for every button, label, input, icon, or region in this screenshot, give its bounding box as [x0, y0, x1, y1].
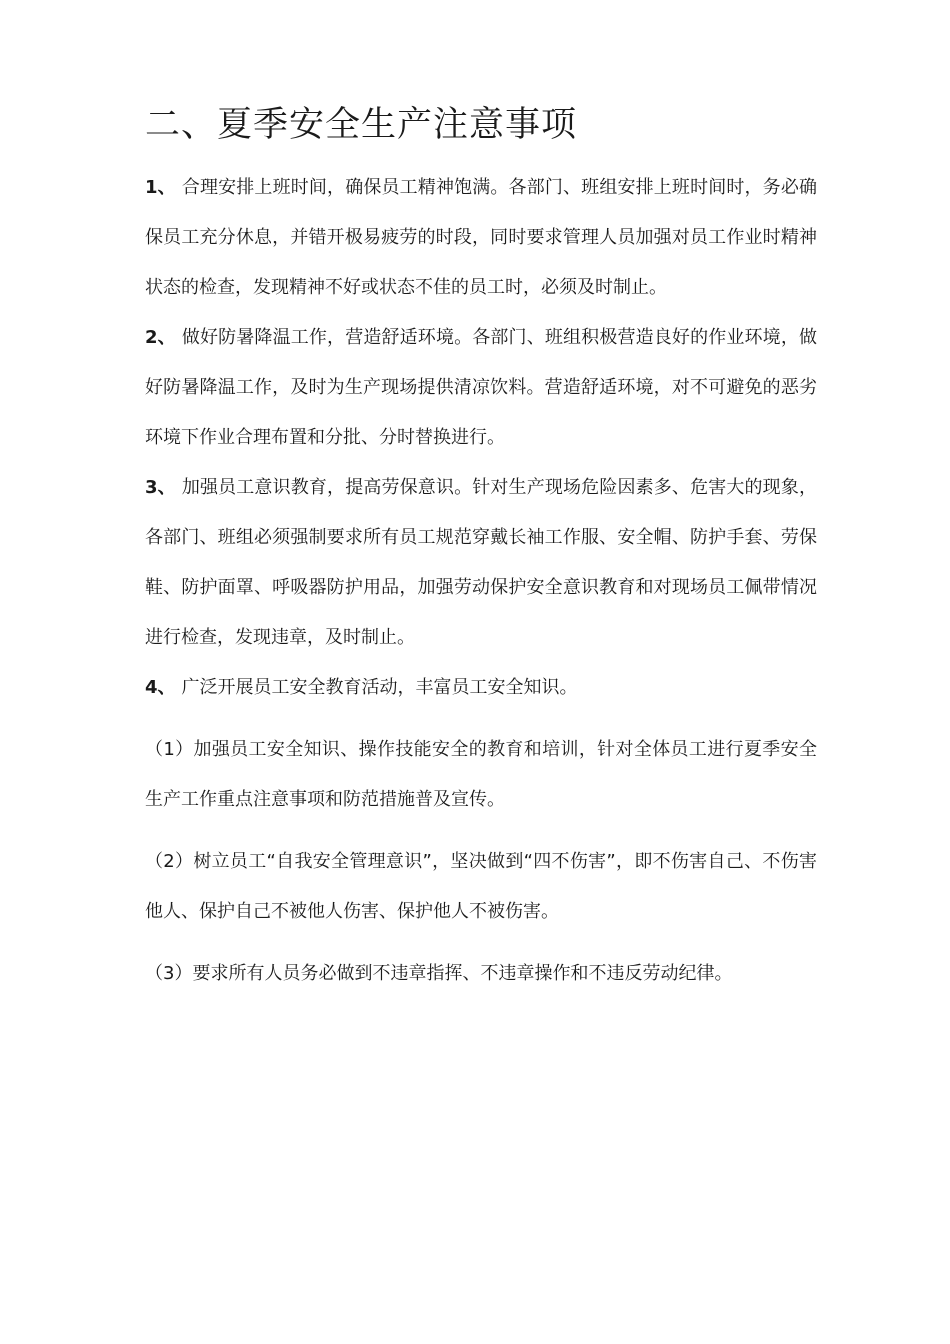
- item-number: 2、: [145, 327, 176, 348]
- item-text: 广泛开展员工安全教育活动，丰富员工安全知识。: [181, 677, 578, 698]
- list-item-1: [145, 163, 817, 313]
- item-number: 3、: [145, 477, 176, 498]
- sub-item-3: （3）要求所有人员务必做到不违章指挥、不违章操作和不违反劳动纪律。: [145, 963, 733, 984]
- sub-item-1: （1）加强员工安全知识、操作技能安全的教育和培训，针对全体员工进行夏季安全生产工作重点注意事项和防范措施普及宣传。: [145, 739, 817, 810]
- list-item-3: [145, 463, 817, 663]
- list-item-4: [145, 663, 817, 713]
- item-number: 1、: [145, 177, 176, 198]
- document-title: 二、夏季安全生产注意事项: [145, 105, 578, 145]
- item-text: 合理安排上班时间，确保员工精神饱满。各部门、班组安排上班时间时，务必确保员工充分休息，并错开极易疲劳的时段，同时要求管理人员加强对员工作业时精神状态的检查，发现精神不好或状态不佳的员工时，必须及时制止。: [145, 177, 817, 298]
- list-item-2: [145, 313, 817, 463]
- sub-item-2: （2）树立员工“自我安全管理意识”，坚决做到“四不伤害”，即不伤害自己、不伤害他人、保护自己不被他人伤害、保护他人不被伤害。: [145, 851, 817, 922]
- item-text: 加强员工意识教育，提高劳保意识。针对生产现场危险因素多、危害大的现象，各部门、班组必须强制要求所有员工规范穿戴长袖工作服、安全帽、防护手套、劳保鞋、防护面罩、呼吸器防护用品，加强劳动保护安全意识教育和对现场员工佩带情况进行检查，发现违章，及时制止。: [145, 477, 817, 648]
- document-body: [145, 100, 817, 1011]
- sub-item-list: [145, 725, 817, 999]
- item-number: 4、: [145, 677, 176, 698]
- item-text: 做好防暑降温工作，营造舒适环境。各部门、班组积极营造良好的作业环境，做好防暑降温工作，及时为生产现场提供清凉饮料。营造舒适环境，对不可避免的恶劣环境下作业合理布置和分批、分时替换进行。: [145, 327, 817, 448]
